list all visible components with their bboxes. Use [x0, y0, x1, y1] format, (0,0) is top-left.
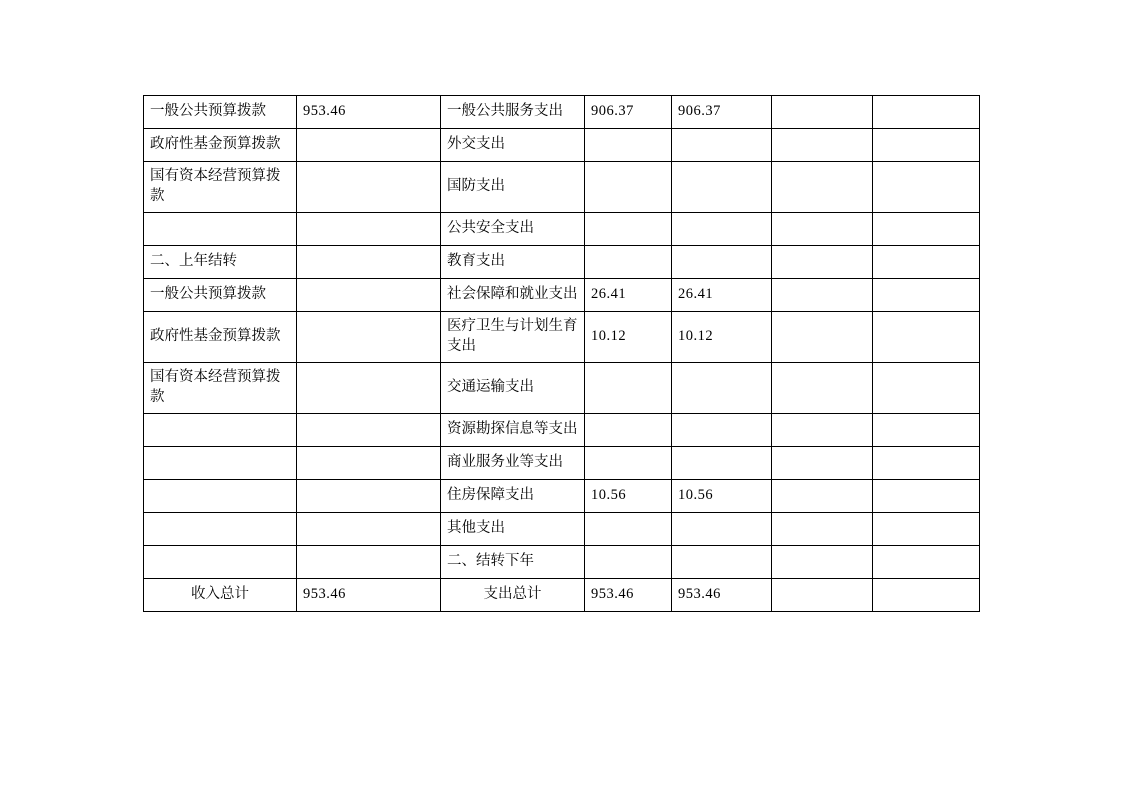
- extra-column-1-cell: [772, 279, 873, 312]
- expense-amount-1-cell: [585, 546, 672, 579]
- income-amount-cell: [297, 546, 441, 579]
- table-row: [144, 246, 980, 279]
- extra-column-2-cell: [873, 96, 980, 129]
- table-total-row: [144, 579, 980, 612]
- income-item-cell: [144, 513, 297, 546]
- table-row: [144, 162, 980, 213]
- income-amount-cell: [297, 279, 441, 312]
- expense-amount-1-cell: [585, 246, 672, 279]
- expense-item-cell: 资源勘探信息等支出: [441, 414, 585, 447]
- income-item-cell: 政府性基金预算拨款: [144, 129, 297, 162]
- expense-item-cell: 医疗卫生与计划生育支出: [441, 312, 585, 363]
- income-item-cell: [144, 414, 297, 447]
- expense-amount-1-cell: [585, 414, 672, 447]
- extra-column-1-cell: [772, 162, 873, 213]
- expense-amount-2-cell: 10.56: [672, 480, 772, 513]
- table-row: [144, 447, 980, 480]
- expense-amount-1-cell: [585, 363, 672, 414]
- income-item-cell: 国有资本经营预算拨款: [144, 363, 297, 414]
- extra-column-1-cell: [772, 363, 873, 414]
- expense-amount-1-cell: [585, 129, 672, 162]
- table-row: [144, 213, 980, 246]
- table-row: [144, 480, 980, 513]
- income-item-cell: [144, 546, 297, 579]
- income-amount-cell: [297, 363, 441, 414]
- expense-item-cell: 国防支出: [441, 162, 585, 213]
- expense-amount-1-cell: [585, 213, 672, 246]
- expense-item-cell: 其他支出: [441, 513, 585, 546]
- income-item-cell: 一般公共预算拨款: [144, 279, 297, 312]
- budget-summary-table: [143, 95, 980, 612]
- expense-item-cell: 外交支出: [441, 129, 585, 162]
- income-item-cell: 一般公共预算拨款: [144, 96, 297, 129]
- table-row: [144, 96, 980, 129]
- income-amount-cell: [297, 312, 441, 363]
- expense-item-cell: 住房保障支出: [441, 480, 585, 513]
- extra-column-1-cell: [772, 129, 873, 162]
- total-extra-2-cell: [873, 579, 980, 612]
- extra-column-2-cell: [873, 279, 980, 312]
- income-amount-cell: [297, 447, 441, 480]
- extra-column-1-cell: [772, 312, 873, 363]
- table-row: [144, 129, 980, 162]
- expense-amount-1-cell: 26.41: [585, 279, 672, 312]
- expense-amount-2-cell: [672, 414, 772, 447]
- table-body: [144, 96, 980, 612]
- extra-column-2-cell: [873, 129, 980, 162]
- expense-amount-2-cell: 10.12: [672, 312, 772, 363]
- extra-column-2-cell: [873, 546, 980, 579]
- expense-amount-1-cell: 10.12: [585, 312, 672, 363]
- income-item-cell: [144, 447, 297, 480]
- expense-item-cell: 社会保障和就业支出: [441, 279, 585, 312]
- expense-amount-2-cell: 26.41: [672, 279, 772, 312]
- total-expense-amount-2-cell: 953.46: [672, 579, 772, 612]
- income-item-cell: [144, 480, 297, 513]
- extra-column-2-cell: [873, 246, 980, 279]
- income-item-cell: 国有资本经营预算拨款: [144, 162, 297, 213]
- extra-column-1-cell: [772, 96, 873, 129]
- income-amount-cell: [297, 129, 441, 162]
- extra-column-1-cell: [772, 513, 873, 546]
- expense-amount-1-cell: [585, 162, 672, 213]
- extra-column-2-cell: [873, 480, 980, 513]
- income-amount-cell: 953.46: [297, 96, 441, 129]
- extra-column-2-cell: [873, 513, 980, 546]
- extra-column-2-cell: [873, 447, 980, 480]
- total-income-amount-cell: 953.46: [297, 579, 441, 612]
- expense-amount-2-cell: [672, 546, 772, 579]
- expense-amount-2-cell: [672, 129, 772, 162]
- extra-column-2-cell: [873, 312, 980, 363]
- expense-item-cell: 商业服务业等支出: [441, 447, 585, 480]
- expense-amount-2-cell: [672, 513, 772, 546]
- expense-item-cell: 公共安全支出: [441, 213, 585, 246]
- expense-amount-2-cell: [672, 246, 772, 279]
- table-row: [144, 363, 980, 414]
- table-row: [144, 414, 980, 447]
- extra-column-2-cell: [873, 162, 980, 213]
- expense-item-cell: 交通运输支出: [441, 363, 585, 414]
- expense-item-cell: 一般公共服务支出: [441, 96, 585, 129]
- expense-amount-2-cell: [672, 213, 772, 246]
- expense-amount-1-cell: 906.37: [585, 96, 672, 129]
- extra-column-2-cell: [873, 414, 980, 447]
- income-amount-cell: [297, 480, 441, 513]
- income-item-cell: [144, 213, 297, 246]
- income-amount-cell: [297, 246, 441, 279]
- extra-column-1-cell: [772, 246, 873, 279]
- extra-column-1-cell: [772, 546, 873, 579]
- extra-column-1-cell: [772, 480, 873, 513]
- extra-column-1-cell: [772, 447, 873, 480]
- total-expense-amount-1-cell: 953.46: [585, 579, 672, 612]
- income-amount-cell: [297, 513, 441, 546]
- expense-amount-2-cell: 906.37: [672, 96, 772, 129]
- table-row: [144, 513, 980, 546]
- extra-column-2-cell: [873, 213, 980, 246]
- income-amount-cell: [297, 414, 441, 447]
- total-expense-label-cell: 支出总计: [441, 579, 585, 612]
- income-item-cell: 二、上年结转: [144, 246, 297, 279]
- expense-item-cell: 二、结转下年: [441, 546, 585, 579]
- expense-amount-2-cell: [672, 363, 772, 414]
- extra-column-2-cell: [873, 363, 980, 414]
- expense-amount-2-cell: [672, 447, 772, 480]
- expense-amount-1-cell: 10.56: [585, 480, 672, 513]
- expense-amount-1-cell: [585, 513, 672, 546]
- expense-amount-1-cell: [585, 447, 672, 480]
- income-amount-cell: [297, 162, 441, 213]
- table-row: [144, 546, 980, 579]
- income-item-cell: 政府性基金预算拨款: [144, 312, 297, 363]
- extra-column-1-cell: [772, 414, 873, 447]
- table-row: [144, 312, 980, 363]
- income-amount-cell: [297, 213, 441, 246]
- expense-item-cell: 教育支出: [441, 246, 585, 279]
- table-row: [144, 279, 980, 312]
- extra-column-1-cell: [772, 213, 873, 246]
- total-extra-1-cell: [772, 579, 873, 612]
- total-income-label-cell: 收入总计: [144, 579, 297, 612]
- expense-amount-2-cell: [672, 162, 772, 213]
